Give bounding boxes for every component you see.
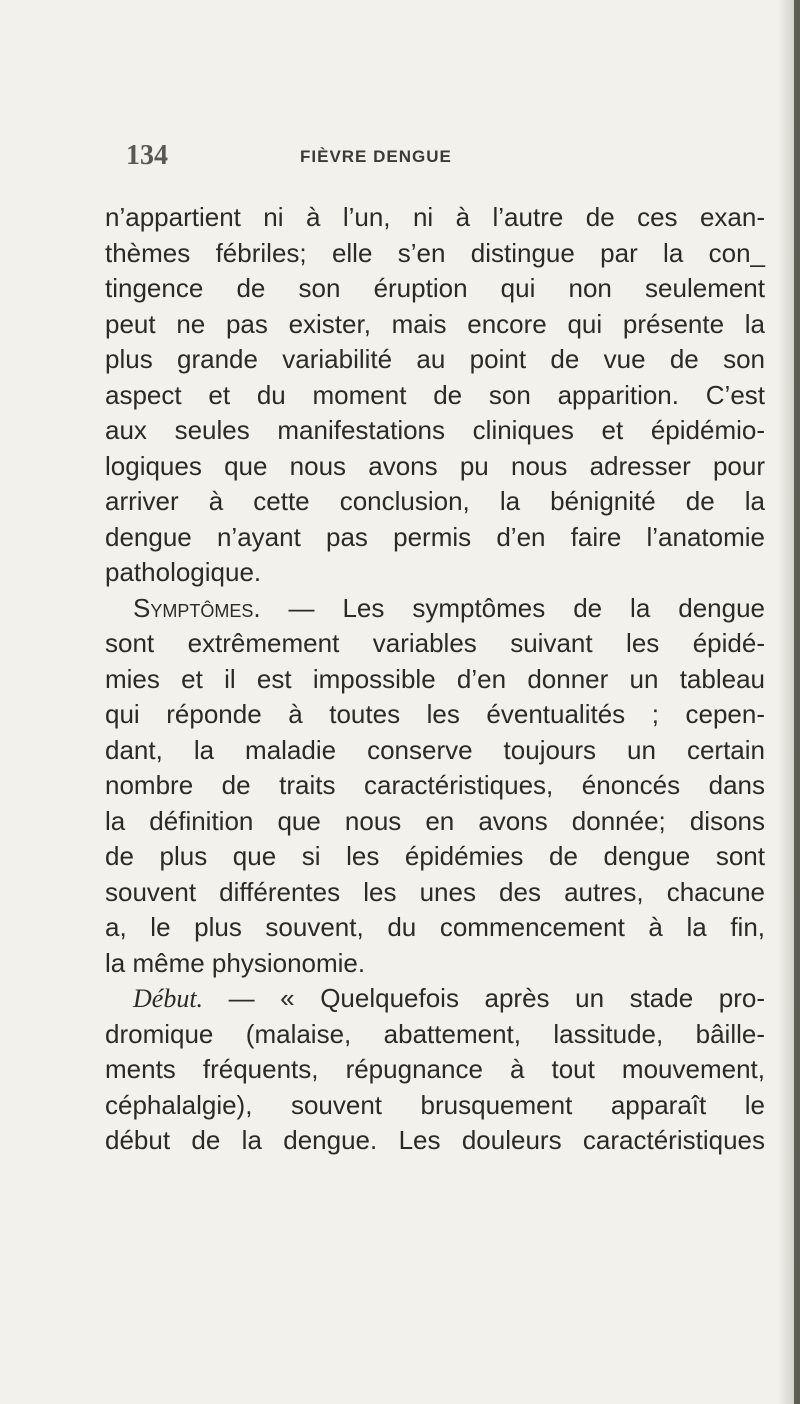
section-heading-debut: Début. [133,984,204,1013]
text-line: dromique (malaise, abattement, lassitude, bâille- [105,1018,765,1049]
section-heading-symptomes: Symptômes. [133,592,261,623]
text-line: aspect et du moment de son apparition. C’est [105,379,765,410]
paragraph-general [105,200,765,591]
text-line-first [105,981,765,1017]
text-line: dengue n’ayant pas permis d’en faire l’anatomie [105,521,765,552]
text-line: de plus que si les épidémies de dengue sont [105,841,765,871]
text-line: dant, la maladie conserve toujours un certain [105,734,765,765]
text-line: la même physionomie. [105,947,366,978]
text-line: sont extrêmement variables suivant les épidé- [105,628,765,658]
page-edge [794,0,800,1404]
body-text [105,200,765,1159]
text-line: céphalalgie), souvent brusquement apparaît le [105,1089,765,1120]
text-line: n’appartient ni à l’un, ni à l’autre de ces exan- [105,202,765,232]
text-line: tingence de son éruption qui non seulement [105,273,765,303]
paragraph-debut [105,981,765,1159]
page-number: 134 [126,140,168,171]
page-header [0,140,780,190]
text-line: peut ne pas exister, mais encore qui présente la [105,308,765,339]
text-line: qui réponde à toutes les éventualités ; cepen- [105,699,765,729]
text-line: ments fréquents, répugnance à tout mouvement, [105,1054,765,1084]
text-line: arriver à cette conclusion, la bénignité de la [105,486,765,516]
text-span: — « Quelquefois après un stade pro- [203,983,765,1013]
text-line: thèmes fébriles; elle s’en distingue par la con_ [105,237,765,268]
text-line: plus grande variabilité au point de vue de son [105,344,765,374]
text-line: logiques que nous avons pu nous adresser pour [105,450,765,481]
text-line: souvent différentes les unes des autres, chacune [105,876,765,907]
text-line: nombre de traits caractéristiques, énoncés dans [105,770,765,800]
text-span: — Les symptômes de la dengue [260,592,765,623]
text-line: mies et il est impossible d’en donner un tableau [105,663,765,694]
text-line: la définition que nous en avons donnée; disons [105,805,765,836]
text-line-first [105,591,765,627]
text-line: a, le plus souvent, du commencement à la fin, [105,912,765,942]
running-head: FIÈVRE DENGUE [300,147,452,166]
text-line: pathologique. [105,557,262,587]
text-line: début de la dengue. Les douleurs caractéristiques [105,1125,765,1155]
paragraph-symptomes [105,591,765,982]
text-line: aux seules manifestations cliniques et épidémio- [105,415,765,445]
